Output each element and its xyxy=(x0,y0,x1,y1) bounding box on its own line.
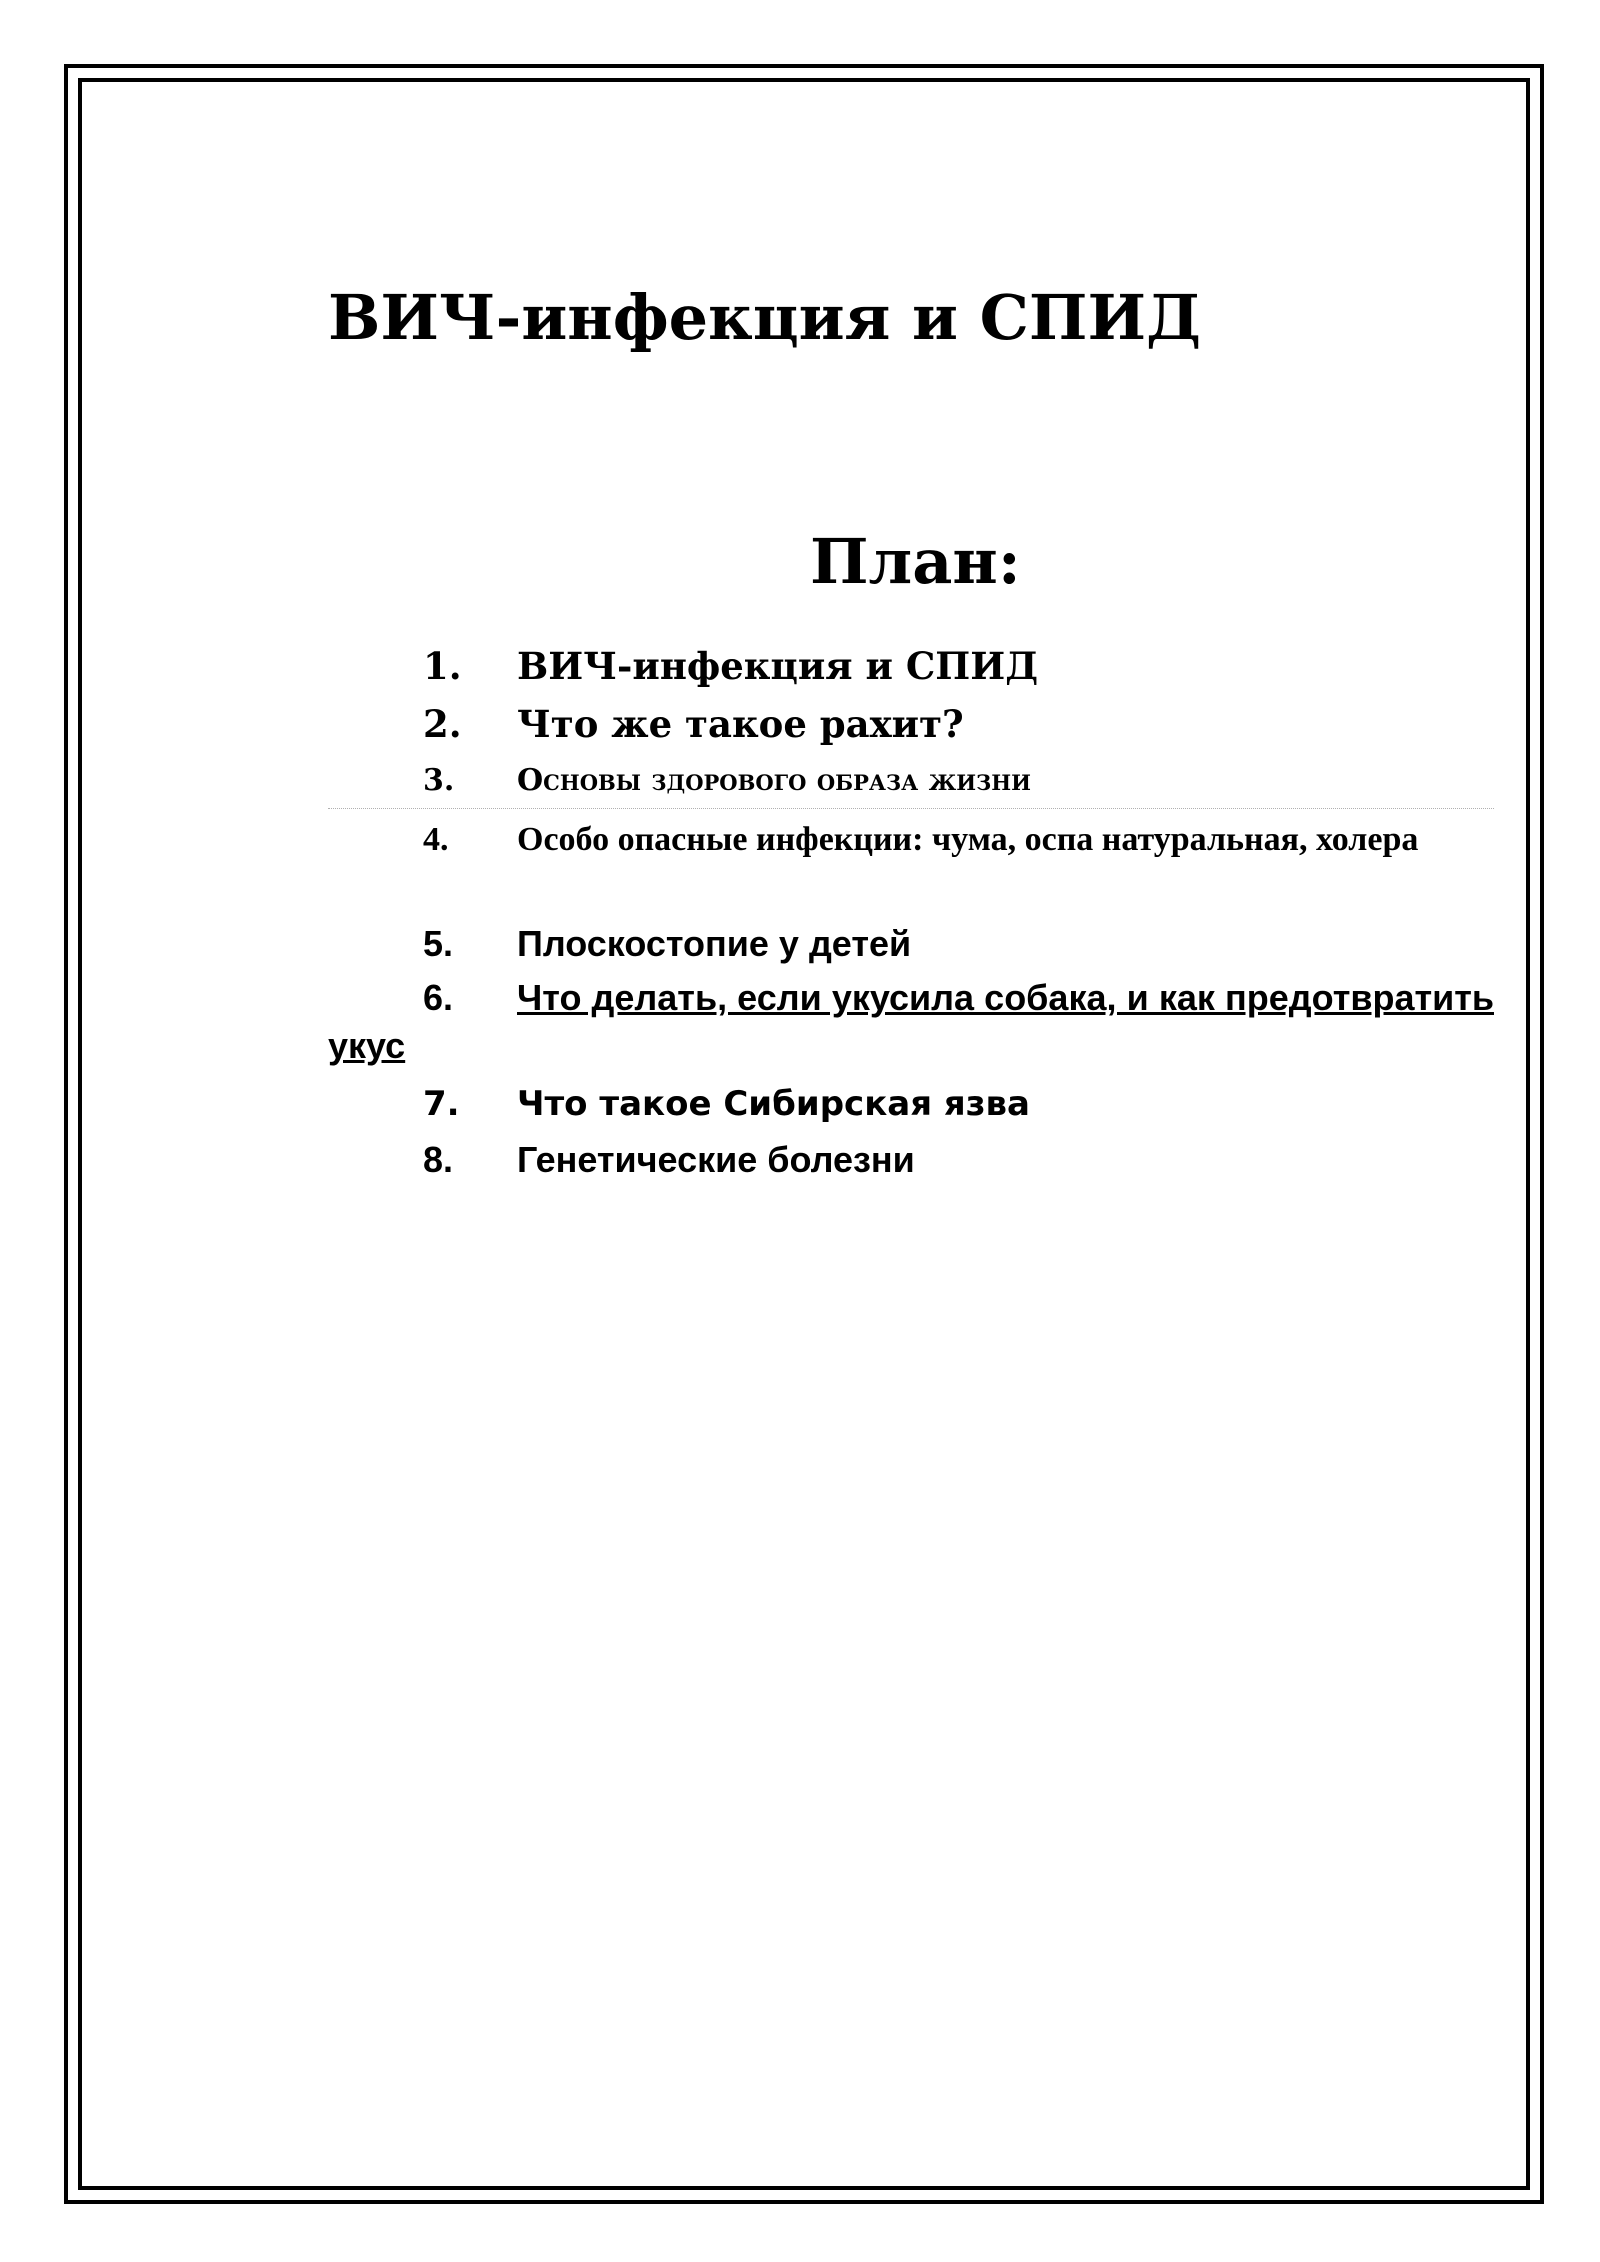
plan-item-number: 6. xyxy=(423,977,454,1018)
plan-item-text: Что такое Сибирская язва xyxy=(517,1084,1030,1124)
plan-item xyxy=(328,918,1494,970)
plan-item-text: Что делать, если укусила собака, и как предотвратить укус xyxy=(328,977,1494,1066)
plan-item-number: 7. xyxy=(423,1084,460,1124)
document-title: ВИЧ-инфекция и СПИД xyxy=(328,281,1202,354)
plan-item xyxy=(328,1134,1494,1186)
plan-item-number: 4. xyxy=(423,821,449,858)
page-break-divider xyxy=(328,808,1494,809)
plan-item-number: 3. xyxy=(423,763,455,798)
plan-item-number: 1. xyxy=(423,644,462,688)
plan-item-text: Генетические болезни xyxy=(517,1139,915,1180)
plan-item xyxy=(328,640,1494,692)
plan-item xyxy=(328,974,1494,1070)
plan-item-text: Особо опасные инфекции: чума, оспа натуральная, холера xyxy=(517,821,1419,858)
plan-item-number: 8. xyxy=(423,1139,454,1180)
plan-item-number: 2. xyxy=(423,702,462,746)
plan-heading: План: xyxy=(810,525,1021,598)
plan-item xyxy=(328,756,1494,806)
plan-item-number: 5. xyxy=(423,923,454,964)
plan-item-text: Плоскостопие у детей xyxy=(517,923,912,964)
plan-item xyxy=(328,698,1494,750)
plan-item-text: ВИЧ-инфекция и СПИД xyxy=(517,644,1039,688)
plan-item-text: Что же такое рахит? xyxy=(517,702,964,746)
plan-item-text: Основы здорового образа жизни xyxy=(517,763,1031,798)
plan-item xyxy=(328,1078,1494,1130)
plan-item xyxy=(328,816,1494,864)
